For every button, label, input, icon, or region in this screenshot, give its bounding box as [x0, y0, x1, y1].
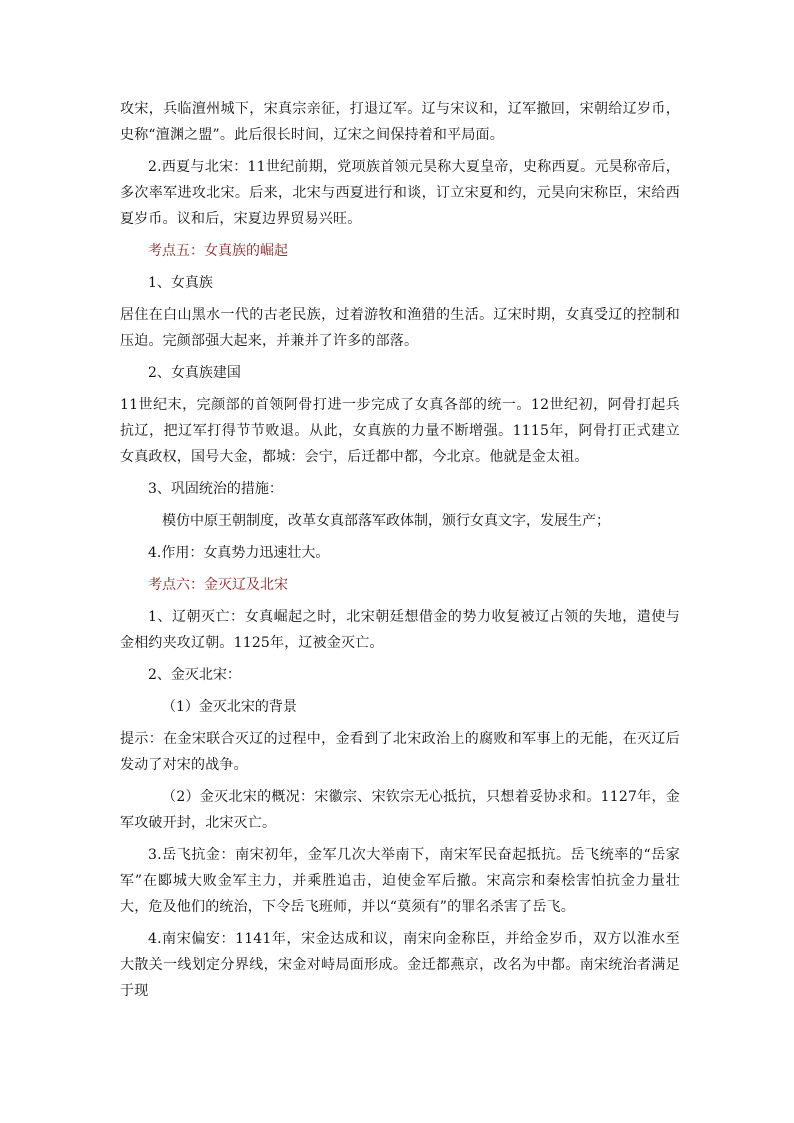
- subheading-background: （1）金灭北宋的背景: [162, 699, 297, 715]
- paragraph-overview: （2）金灭北宋的概况：宋徽宗、宋钦宗无心抵抗，只想着妥协求和。1127年，金军攻破开封，北宋灭亡。: [120, 789, 680, 831]
- paragraph-yuefei: 3.岳飞抗金：南宋初年，金军几次大举南下，南宋军民奋起抵抗。岳飞统率的“岳家军”在郾城大败金军主力，并乘胜追击，迫使金军后撤。宋高宗和秦桧害怕抗金力量壮大，危及他们的统治，下令岳飞班师，并以“莫须有”的罪名杀害了岳飞。: [120, 847, 680, 915]
- subheading-nuzhen-state: 2、女真族建国: [148, 365, 241, 381]
- paragraph-liao-fall: 1、辽朝灭亡：女真崛起之时，北宋朝廷想借金的势力收复被辽占领的失地，遣使与金相约夹攻辽朝。1125年，辽被金灭亡。: [120, 609, 680, 651]
- paragraph-nuzhen: 居住在白山黑水一代的古老民族，过着游牧和渔猎的生活。辽宋时期，女真受辽的控制和压迫。完颜部强大起来，并兼并了许多的部落。: [120, 307, 680, 349]
- subheading-measures: 3、巩固统治的措施：: [148, 481, 283, 497]
- paragraph-xixia: 2.西夏与北宋：11世纪前期，党项族首领元昊称大夏皇帝，史称西夏。元昊称帝后，多次率军进攻北宋。后来，北宋与西夏进行和谈，订立宋夏和约，元昊向宋称臣，宋给西夏岁币。议和后，宋夏边界贸易兴旺。: [120, 159, 680, 227]
- paragraph-hint: 提示：在金宋联合灭辽的过程中，金看到了北宋政治上的腐败和军事上的无能，在灭辽后发动了对宋的战争。: [120, 731, 680, 773]
- paragraph-effect: 4.作用：女真势力迅速壮大。: [148, 545, 330, 561]
- heading-point-five: 考点五：女真族的崛起: [148, 243, 288, 259]
- paragraph-nuzhen-state: 11世纪末，完颜部的首领阿骨打进一步完成了女真各部的统一。12世纪初，阿骨打起兵抗辽，把辽军打得节节败退。从此，女真族的力量不断增强。1115年，阿骨打正式建立女真政权，国号大金，都城：会宁，后迁都中都，今北京。他就是金太祖。: [120, 397, 680, 465]
- paragraph-chanyuan: 攻宋，兵临澶州城下，宋真宗亲征，打退辽军。辽与宋议和，辽军撤回，宋朝给辽岁币，史称“澶渊之盟”。此后很长时间，辽宋之间保持着和平局面。: [120, 101, 680, 143]
- subheading-jin-song: 2、金灭北宋：: [148, 667, 241, 683]
- paragraph-southern-song: 4.南宋偏安：1141年，宋金达成和议，南宋向金称臣，并给金岁币，双方以淮水至大散关一线划定分界线，宋金对峙局面形成。金迁都燕京，改名为中都。南宋统治者满足于现: [120, 931, 680, 999]
- heading-point-six: 考点六：金灭辽及北宋: [148, 577, 288, 593]
- subheading-nuzhen: 1、女真族: [148, 275, 213, 291]
- document-body: [120, 96, 680, 1010]
- paragraph-measures: 模仿中原王朝制度，改革女真部落军政体制，颁行女真文字，发展生产；: [162, 513, 610, 529]
